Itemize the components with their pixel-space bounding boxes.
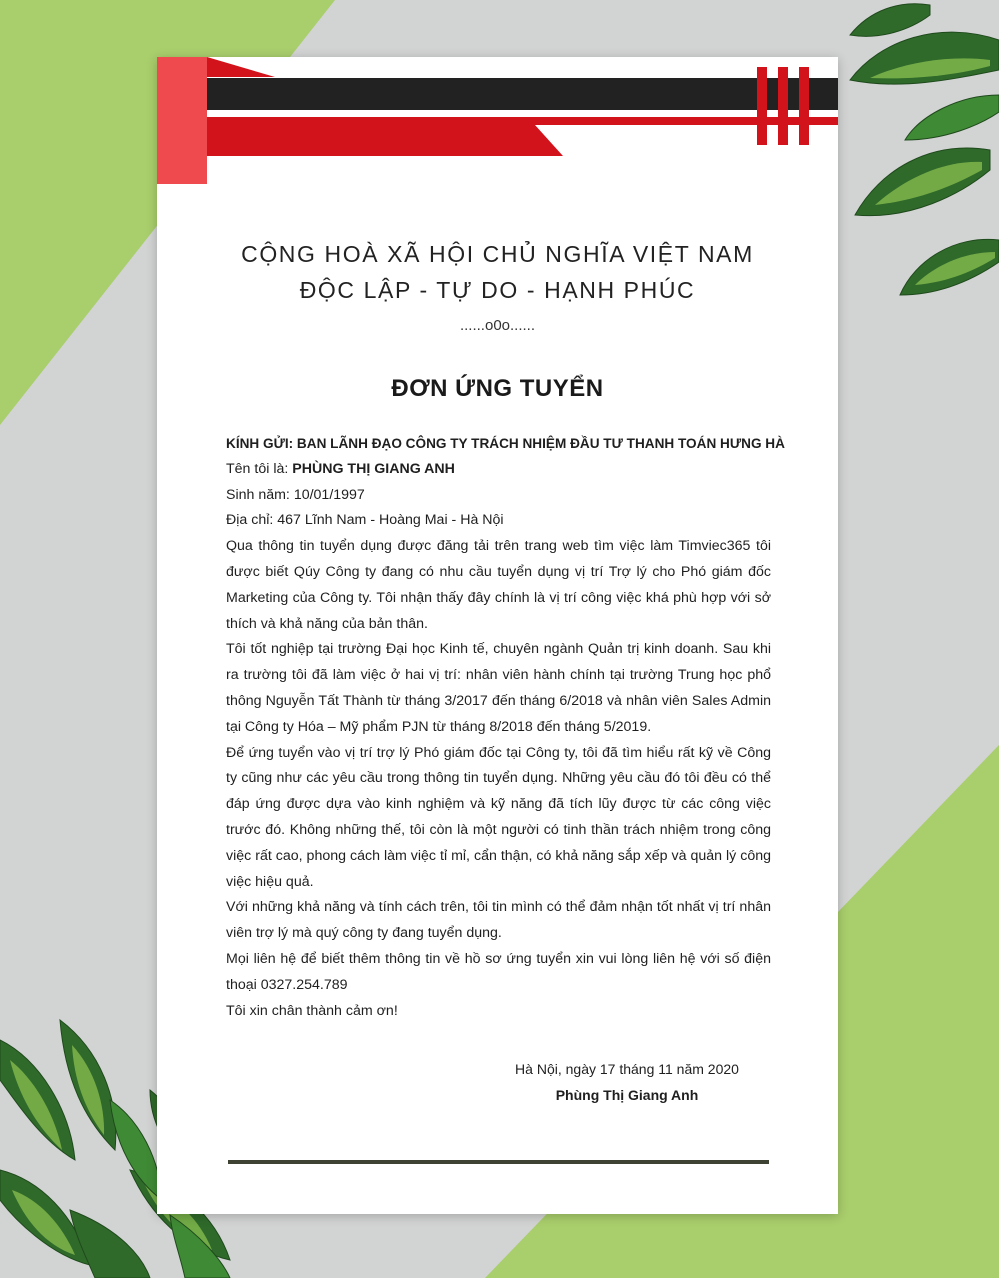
name-label: Tên tôi là: — [226, 460, 293, 477]
letter-page — [157, 57, 838, 1214]
header-decoration — [157, 57, 838, 187]
letter-body — [226, 431, 785, 1024]
applicant-name: PHÙNG THỊ GIANG ANH — [292, 460, 455, 477]
paragraph-1: Qua thông tin tuyển dụng được đăng tải trên trang web tìm việc làm Timviec365 tôi được biết Qúy Công ty đang có nhu cầu tuyển dụng vị trí Trợ lý cho Phó giám đốc Marketing của Công ty. Tôi nhận thấy đây chính là vị trí công việc khá phù hợp với sở thích và khả năng của bản thân. — [226, 538, 771, 632]
nation-line-2: ĐỘC LẬP - TỰ DO - HẠNH PHÚC — [299, 277, 696, 303]
document-title: ĐƠN ỨNG TUYỂN — [391, 375, 604, 402]
nation-line-1: CỘNG HOÀ XÃ HỘI CHỦ NGHĨA VIỆT NAM — [241, 241, 754, 267]
recipient-line: KÍNH GỬI: BAN LÃNH ĐẠO CÔNG TY TRÁCH NHIỆM ĐẦU TƯ THANH TOÁN HƯNG HÀ — [226, 436, 785, 451]
paragraph-2: Tôi tốt nghiệp tại trường Đại học Kinh tế, chuyên ngành Quản trị kinh doanh. Sau khi ra trường tôi đã làm việc ở hai vị trí: nhân viên hành chính tại trường Trung học phổ thông Nguyễn Tất Thành từ tháng 3/2017 đến tháng 6/2018 và nhân viên Sales Admin tại Công ty Hóa – Mỹ phẩm PJN từ tháng 8/2018 đến tháng 5/2019. — [226, 641, 771, 735]
name-line — [226, 457, 771, 483]
signature-date: Hà Nội, ngày 17 tháng 11 năm 2020 — [515, 1061, 739, 1077]
divider-ornament: ......o0o...... — [459, 317, 536, 334]
footer-rule — [228, 1160, 769, 1164]
birth-line: Sinh năm: 10/01/1997 — [226, 486, 365, 503]
signature-name: Phùng Thị Giang Anh — [555, 1087, 699, 1103]
paragraph-5: Mọi liên hệ để biết thêm thông tin về hồ sơ ứng tuyển xin vui lòng liên hệ với số điện thoại 0327.254.789 — [226, 950, 771, 993]
closing-line: Tôi xin chân thành cảm ơn! — [226, 1002, 398, 1019]
paragraph-3: Để ứng tuyển vào vị trí trợ lý Phó giám đốc tại Công ty, tôi đã tìm hiểu rất kỹ về Công ty cũng như các yêu cầu trong thông tin tuyển dụng. Những yêu cầu đó tôi đều có thể đáp ứng được dựa vào kinh nghiệm và kỹ năng đã tích lũy được từ các công việc trước đó. Không những thế, tôi còn là một người có tinh thần trách nhiệm trong công việc rất cao, phong cách làm việc tỉ mỉ, cẩn thận, có khả năng sắp xếp và quản lý công việc hiệu quả. — [226, 744, 771, 890]
paragraph-4: Với những khả năng và tính cách trên, tôi tin mình có thể đảm nhận tốt nhất vị trí nhân viên trợ lý mà quý công ty đang tuyển dụng. — [226, 899, 771, 942]
address-line: Địa chỉ: 467 Lĩnh Nam - Hoàng Mai - Hà Nội — [226, 512, 504, 529]
